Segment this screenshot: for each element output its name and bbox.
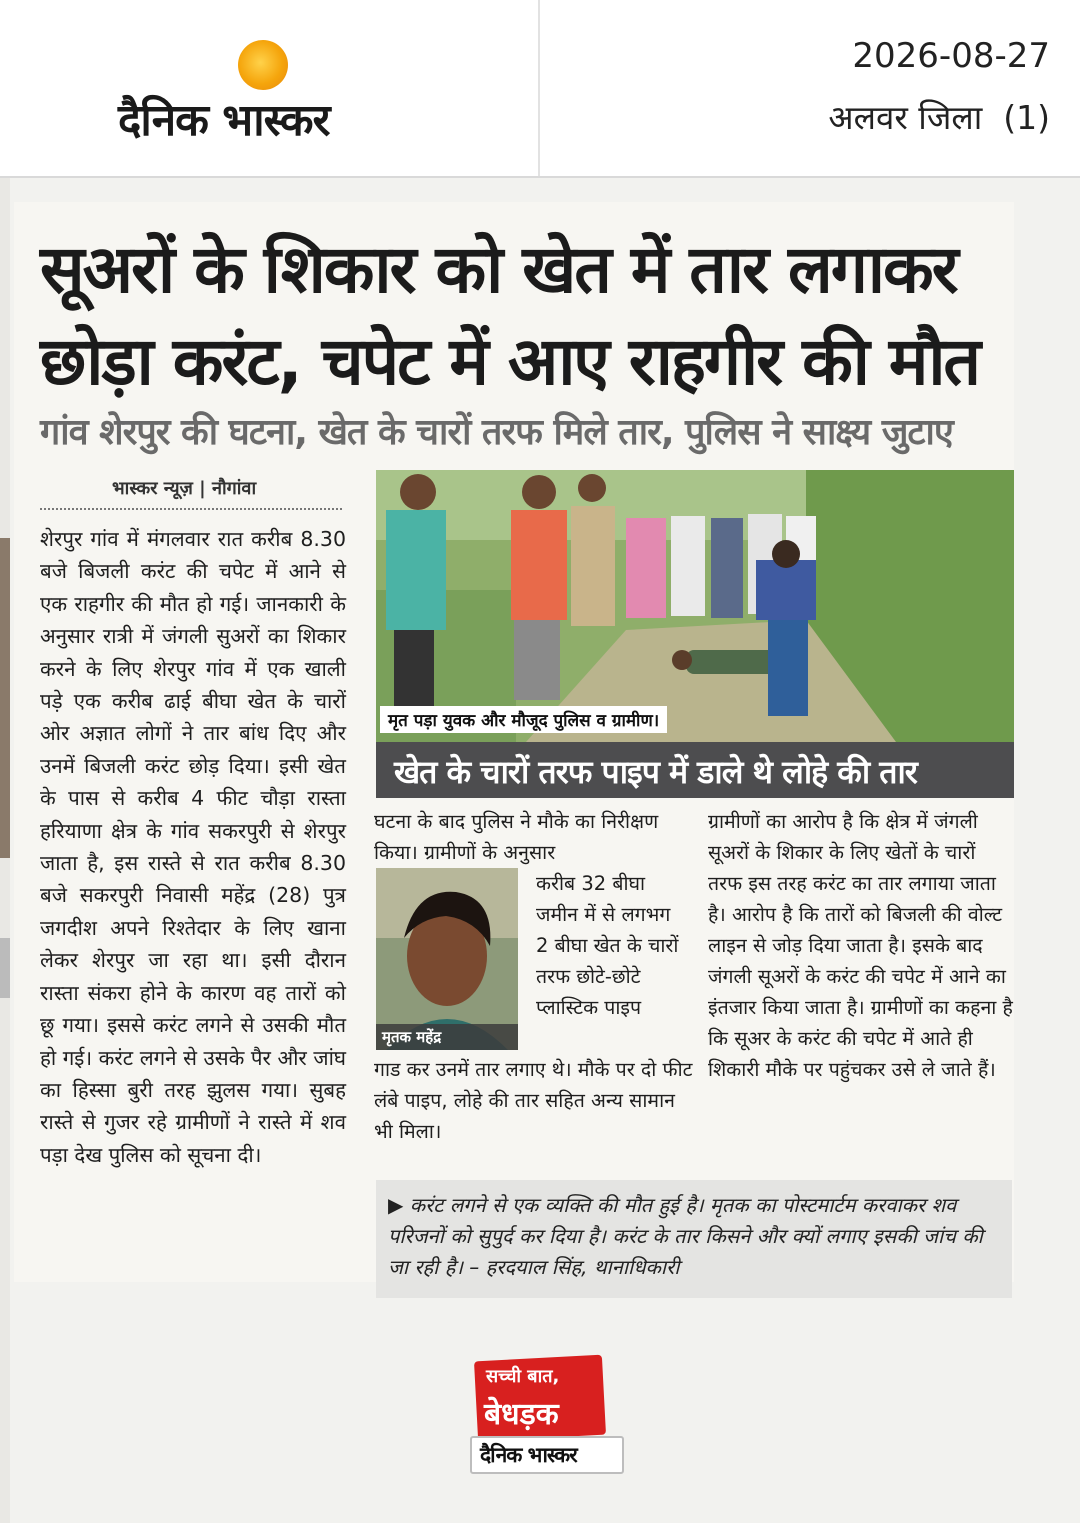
scene-photo	[376, 470, 1014, 742]
app-header	[0, 0, 1080, 178]
brand-stamp	[470, 1358, 610, 1478]
article-column-3: ग्रामीणों का आरोप है कि क्षेत्र में जंगली सूअरों के शिकार के लिए खेतों के चारों तरफ इस तरह करंट का तार लगाया जाता है। आरोप है कि तारों को बिजली की वोल्ट लाइन से जोड़ दिया जाता है। इसके बाद जंगली सूअरों के करंट की चपेट में आने का इंतजार किया जाता है। ग्रामीणों का कहना है कि सूअर के करंट की चपेट में आते ही शिकारी मौके पर पहुंचकर उसे ले जाते हैं।	[708, 810, 1013, 1081]
newspaper-clipping[interactable]	[0, 178, 1080, 1523]
banner-text: खेत के चारों तरफ पाइप में डाले थे लोहे की तार	[394, 753, 917, 791]
byline: भास्कर न्यूज़ | नौगांवा	[112, 478, 257, 499]
section-banner	[376, 742, 1014, 798]
adjacent-page-strip	[0, 178, 10, 1523]
subheadline: गांव शेरपुर की घटना, खेत के चारों तरफ मिले तार, पुलिस ने साक्ष्य जुटाए	[40, 412, 953, 453]
article-column-1: शेरपुर गांव में मंगलवार रात करीब 8.30 बजे बिजली करंट की चपेट में आने से एक राहगीर की मौत हो गई। जानकारी के अनुसार रात्री में जंगली सुअरों का शिकार करने के लिए शेरपुर गांव में एक खाली पड़े एक करीब ढाई बीघा खेत के चारों ओर अज्ञात लोगों ने तार बांध दिए और उनमें बिजली करंट छोड़ दिया। इसी खेत के पास से करीब 4 फीट चौड़ा रास्ता हरियाणा क्षेत्र के गांव सकरपुरी से शेरपुर जाता है, इस रास्ते से रात करीब 8.30 बजे सकरपुरी निवासी महेंद्र (28) पुत्र जगदीश अपने रिश्तेदार के लिए खाना लेकर शेरपुर जा रहा था। इसी दौरान रास्ता संकरा होने के कारण वह तारों को छू गया। इससे करंट लगने से उसकी मौत हो गई। करंट लगने से उसके पैर और जांघ का हिस्सा बुरी तरह झुलस गया। सुबह रास्ते से गुजर रहे ग्रामीणों ने रास्ते में शव पड़ा देख पुलिस को सूचना दी।	[40, 527, 346, 1167]
header-divider	[538, 0, 540, 176]
headline-line-2: छोड़ा करंट, चपेट में आए राहगीर की मौत	[40, 323, 980, 400]
stamp-logo-plate	[470, 1436, 624, 1474]
photo-caption: मृत पड़ा युवक और मौजूद पुलिस व ग्रामीण।	[380, 706, 667, 733]
police-quote-box: ▶ करंट लगने से एक व्यक्ति की मौत हुई है। मृतक का पोस्टमार्टम करवाकर शव परिजनों को सुपुर्द कर दिया है। करंट के तार किसने और क्यों लगाए इसकी जांच की जा रही है। – हरदयाल सिंह, थानाधिकारी	[376, 1180, 1012, 1298]
headline-line-1: सूअरों के शिकार को खेत में तार लगाकर	[40, 231, 957, 308]
byline-rule	[40, 508, 342, 512]
victim-portrait	[376, 868, 518, 1050]
sun-logo-icon	[238, 40, 288, 90]
edition-name: अलवर जिला (1)	[828, 98, 1050, 137]
article-column-2-side: करीब 32 बीघा जमीन में से लगभग 2 बीघा खेत के चारों तरफ छोटे-छोटे प्लास्टिक पाइप	[536, 872, 679, 1019]
edition-date: 2026-08-27	[852, 36, 1050, 76]
stamp-line-1: सच्ची बात,	[486, 1366, 560, 1387]
article-column-2-top: घटना के बाद पुलिस ने मौके का निरीक्षण किया। ग्रामीणों के अनुसार	[374, 810, 659, 864]
stamp-logo-text: दैनिक भास्कर	[480, 1443, 577, 1467]
portrait-caption: मृतक महेंद्र	[376, 1024, 518, 1050]
stamp-line-2: बेधड़क	[484, 1397, 559, 1432]
article-column-2-bottom: गाड कर उनमें तार लगाए थे। मौके पर दो फीट लंबे पाइप, लोहे की तार सहित अन्य सामान भी मिला।	[374, 1058, 693, 1143]
newspaper-logo: दैनिक भास्कर	[118, 95, 330, 146]
